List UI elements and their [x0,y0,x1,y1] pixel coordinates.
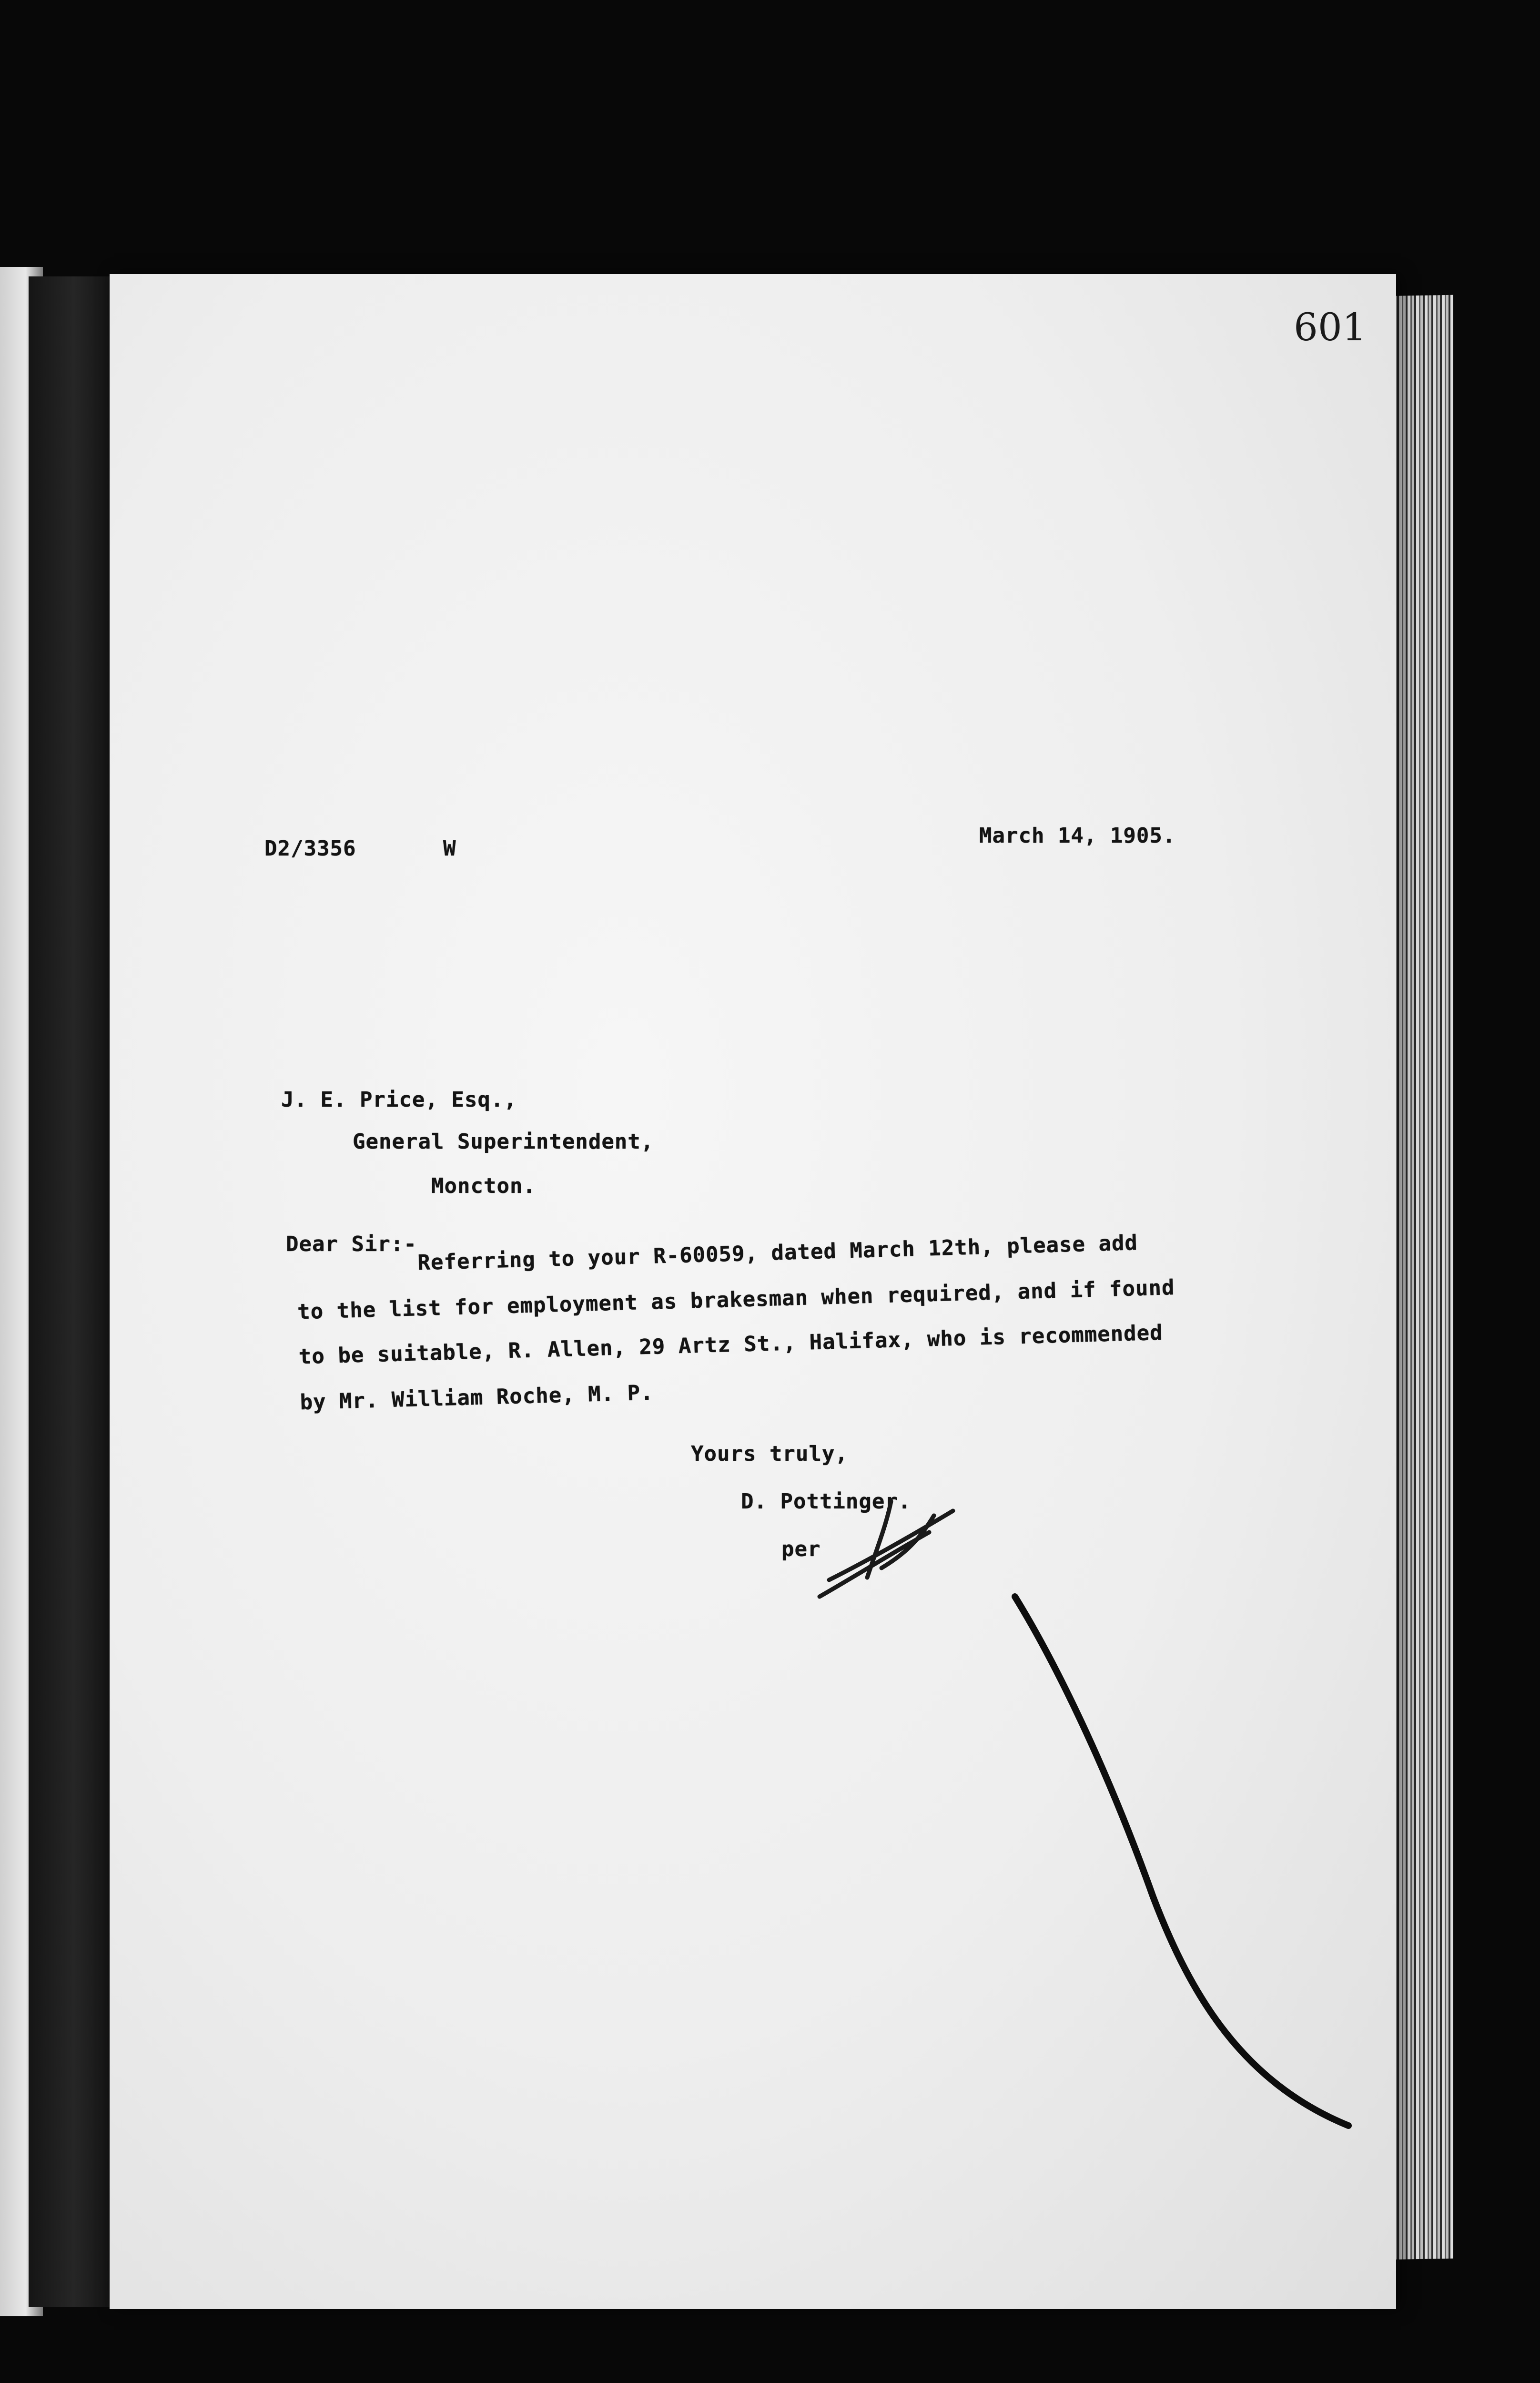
handwritten-initials [810,1482,967,1606]
reference-number: D2/3356 [264,836,356,861]
recipient-name: J. E. Price, Esq., [281,1088,517,1112]
salutation: Dear Sir:- [286,1232,417,1256]
pen-stroke-mark [996,1582,1377,2154]
book-gutter-shadow [29,276,119,2307]
closing: Yours truly, [691,1442,848,1466]
page-number: 601 [1294,305,1367,349]
per-label: per [781,1537,821,1561]
body-line: to the list for employment as brakesman when required, and if found [297,1275,1175,1324]
body-line: by Mr. William Roche, M. P. [299,1380,654,1415]
body-line: Referring to your R-60059, dated March 12th, please add [417,1231,1138,1275]
typist-initial: W [443,836,456,861]
signer-name: D. Pottinger. [741,1489,912,1514]
recipient-title: General Superintendent, [353,1130,654,1154]
body-line: to be suitable, R. Allen, 29 Artz St., Halifax, who is recommended [298,1320,1164,1369]
recipient-place: Moncton. [431,1174,536,1198]
letter-date: March 14, 1905. [979,824,1176,848]
